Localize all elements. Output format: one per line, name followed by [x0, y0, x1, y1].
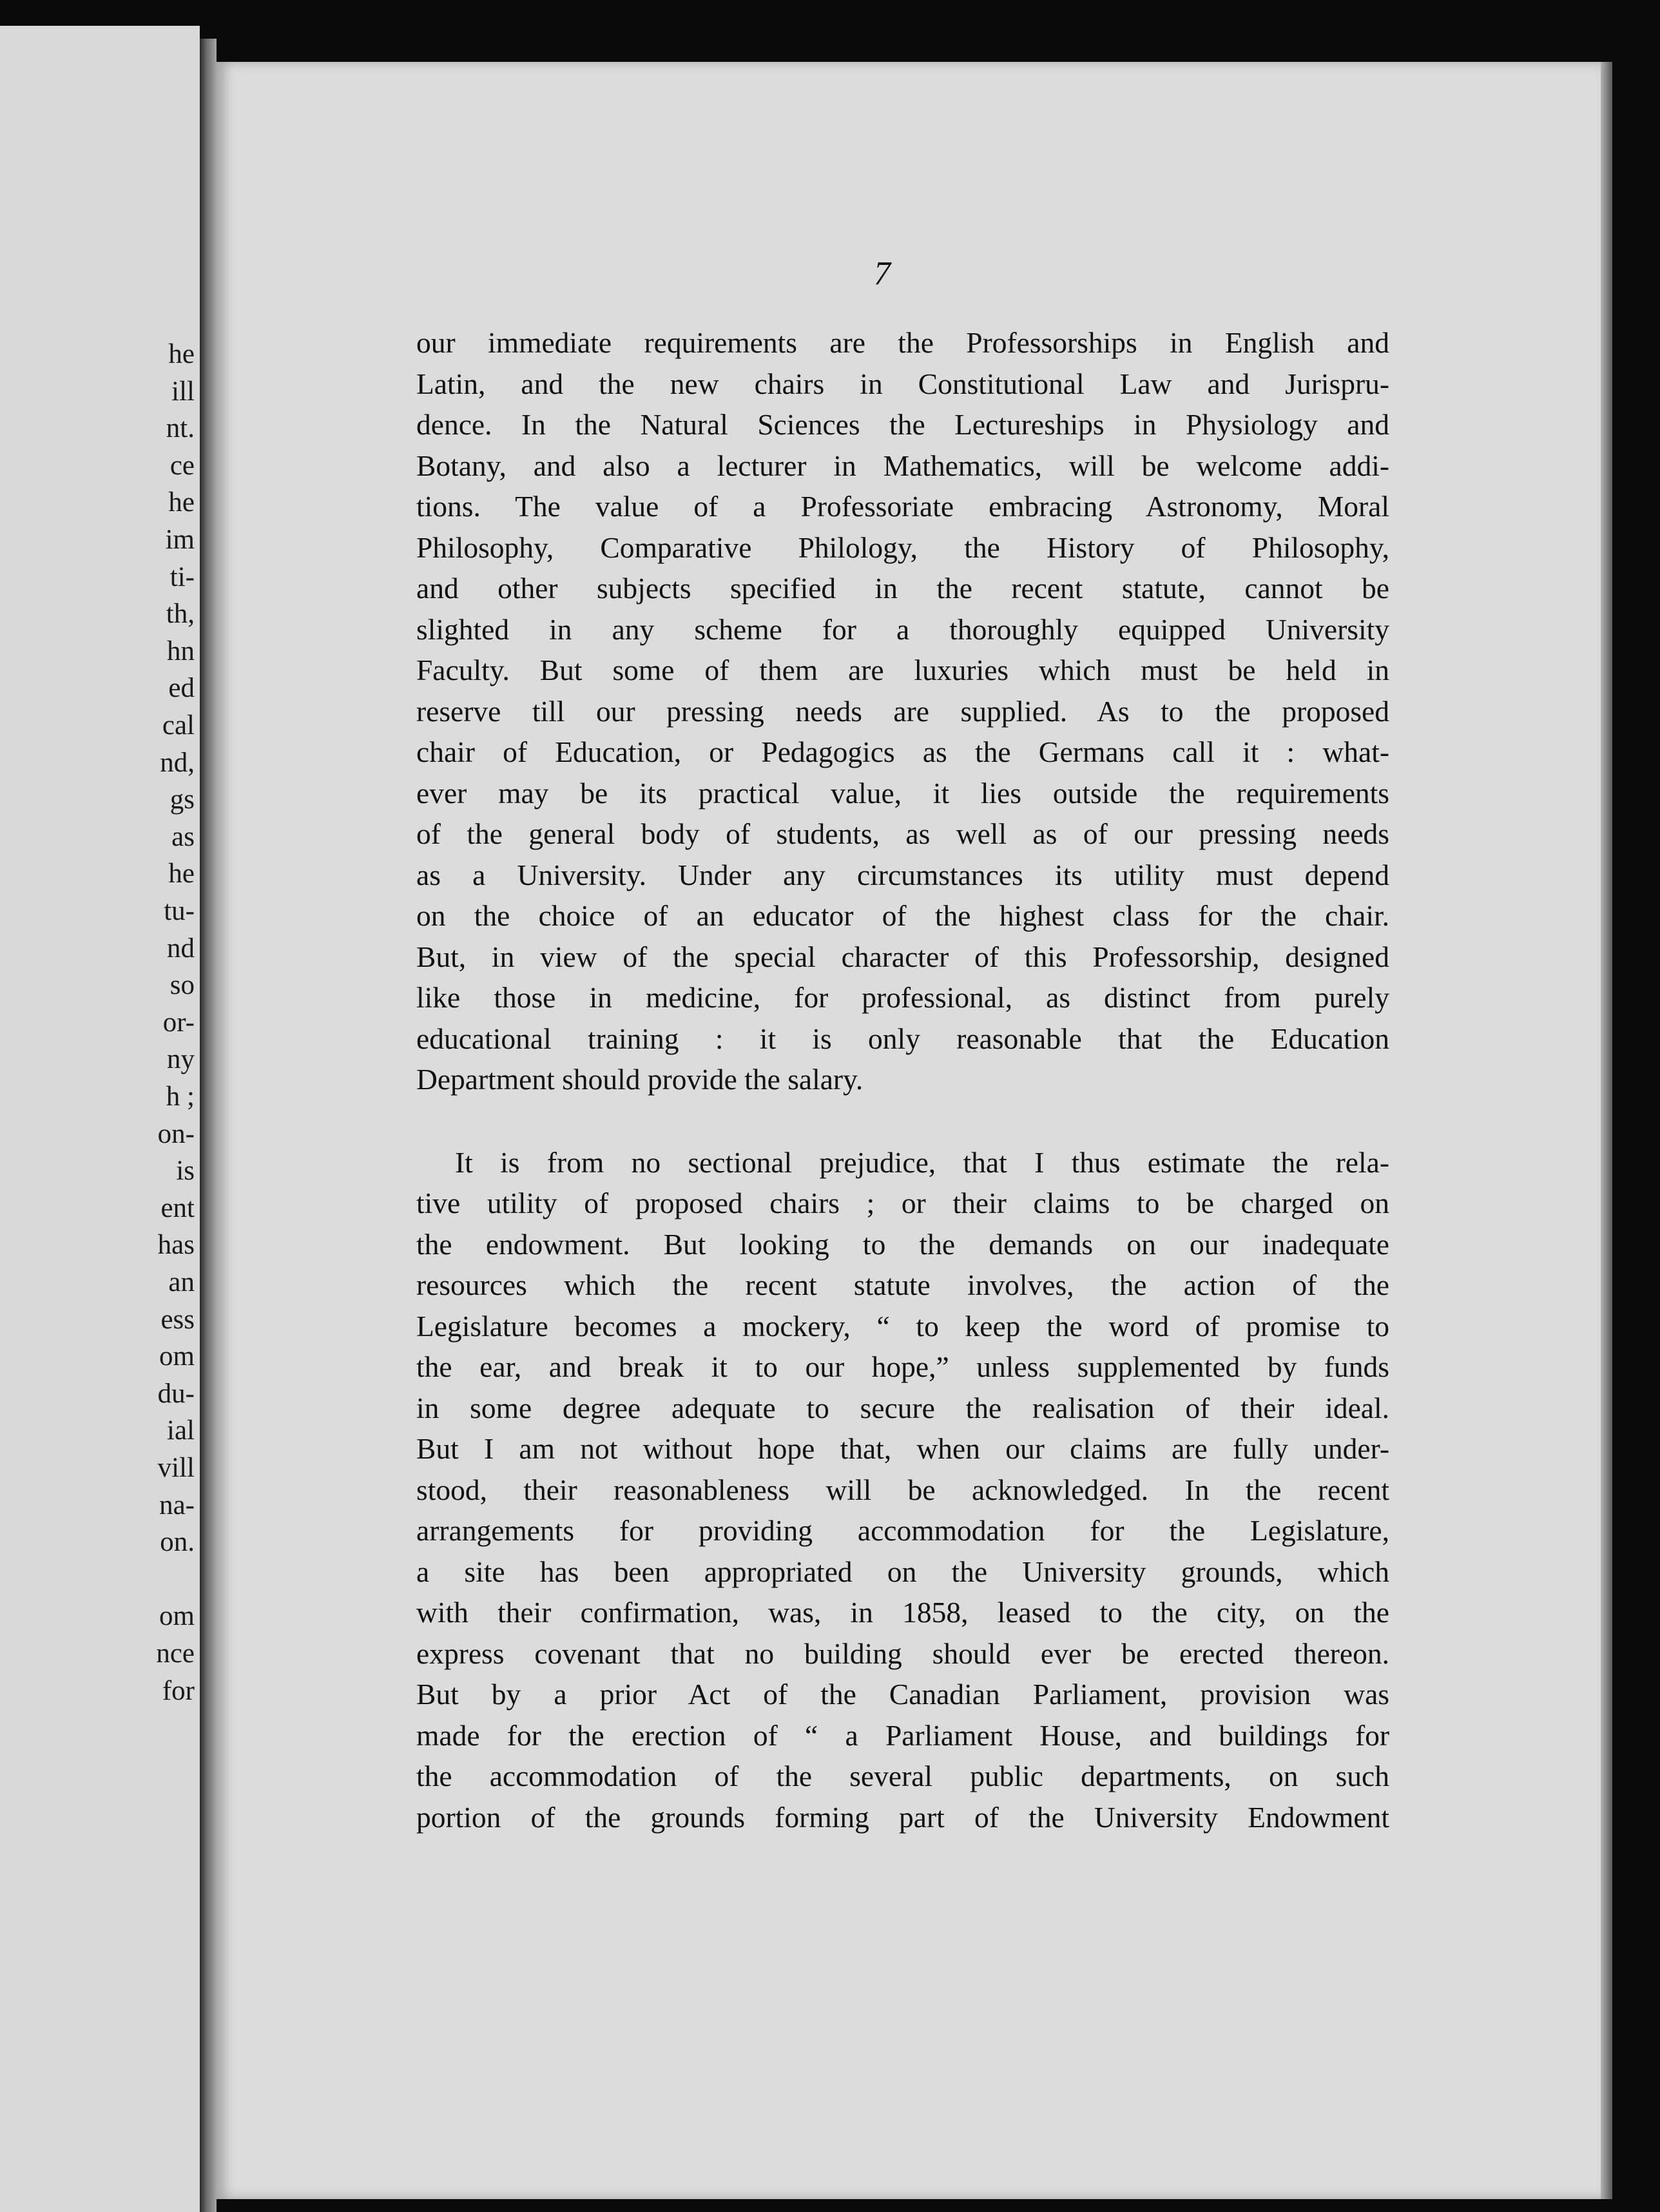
facing-page-text-fragment: or-: [162, 1007, 195, 1038]
paragraph: [416, 1142, 1389, 1838]
text-line: a site has been appropriated on the University grounds, which: [416, 1555, 1389, 1588]
page-number: 7: [874, 255, 891, 292]
facing-page-text-fragment: ill: [171, 376, 195, 407]
facing-page-text-fragment: du-: [157, 1378, 195, 1409]
text-line: Botany, and also a lecturer in Mathematics, will be welcome addi-: [416, 449, 1389, 482]
paragraph: [416, 322, 1389, 1100]
text-line: with their confirmation, was, in 1858, leased to the city, on the: [416, 1596, 1389, 1629]
facing-page-text-fragment: for: [162, 1675, 195, 1706]
text-line: express covenant that no building should ever be erected thereon.: [416, 1636, 1389, 1670]
facing-page-text-fragment: he: [168, 487, 195, 518]
text-line: made for the erection of “ a Parliament House, and buildings for: [416, 1718, 1389, 1752]
facing-page-text-fragment: gs: [169, 784, 195, 815]
text-line: like those in medicine, for professional, as distinct from purely: [416, 981, 1389, 1014]
facing-page-text-fragment: h ;: [166, 1082, 195, 1112]
text-line: arrangements for providing accommodation for the Legislature,: [416, 1514, 1389, 1547]
facing-page-text-fragment: on-: [157, 1118, 195, 1149]
facing-page-text-fragment: is: [176, 1156, 195, 1187]
text-line: the ear, and break it to our hope,” unless supplemented by funds: [416, 1350, 1389, 1383]
facing-page-text-fragment: he: [168, 339, 195, 369]
facing-page-text-fragment: na-: [159, 1489, 195, 1520]
text-line: our immediate requirements are the Professorships in English and: [416, 326, 1389, 359]
facing-page-text-fragment: im: [165, 525, 195, 555]
facing-page-text-fragment: nd,: [160, 747, 195, 778]
text-line: ever may be its practical value, it lies outside the requirements: [416, 776, 1389, 810]
text-line: and other subjects specified in the recent statute, cannot be: [416, 572, 1389, 605]
facing-page-text-fragment: ti-: [169, 561, 195, 592]
text-line: It is from no sectional prejudice, that I thus estimate the rela-: [455, 1145, 1389, 1179]
facing-page-edge: [0, 26, 200, 2212]
facing-page-text-fragment: nce: [156, 1638, 195, 1669]
text-line: stood, their reasonableness will be acknowledged. In the recent: [416, 1473, 1389, 1506]
facing-page-text-fragment: nd: [167, 933, 195, 964]
text-line: educational training : it is only reasonable that the Education: [416, 1022, 1389, 1055]
facing-page-text-fragment: vill: [157, 1453, 195, 1483]
body-text: [416, 322, 1389, 1838]
text-line: portion of the grounds forming part of the University Endowment: [416, 1800, 1389, 1834]
text-line: But, in view of the special character of this Professorship, designed: [416, 940, 1389, 973]
text-line: Latin, and the new chairs in Constitutional Law and Jurispru-: [416, 367, 1389, 400]
facing-page-text-fragment: ial: [167, 1415, 195, 1446]
facing-page-text-fragment: om: [159, 1601, 195, 1632]
page-right-edge: [1601, 62, 1612, 2199]
facing-page-text-fragment: ess: [160, 1304, 195, 1335]
facing-page-text-fragment: th,: [166, 599, 195, 630]
facing-page-text-fragment: he: [168, 859, 195, 889]
text-line: resources which the recent statute involves, the action of the: [416, 1268, 1389, 1301]
text-line: the endowment. But looking to the demands on our inadequate: [416, 1227, 1389, 1261]
text-line: on the choice of an educator of the highest class for the chair.: [416, 899, 1389, 932]
text-line: tive utility of proposed chairs ; or their claims to be charged on: [416, 1187, 1389, 1219]
text-line: Legislature becomes a mockery, “ to keep the word of promise to: [416, 1309, 1389, 1343]
facing-page-text-fragment: so: [169, 970, 195, 1001]
text-line: reserve till our pressing needs are supplied. As to the proposed: [416, 694, 1389, 728]
facing-page-text-fragment: hn: [167, 635, 195, 666]
facing-page-text-fragment: om: [159, 1341, 195, 1372]
text-line: But by a prior Act of the Canadian Parliament, provision was: [416, 1678, 1389, 1711]
text-line: Philosophy, Comparative Philology, the History of Philosophy,: [416, 530, 1389, 564]
text-line: as a University. Under any circumstances its utility must depend: [416, 858, 1389, 891]
facing-page-text-fragment: ed: [168, 673, 195, 704]
facing-page-text-fragment: ny: [167, 1044, 195, 1075]
text-line: Department should provide the salary.: [416, 1063, 864, 1096]
text-line: Faculty. But some of them are luxuries which must be held in: [416, 654, 1389, 686]
facing-page-text-fragment: on.: [160, 1527, 195, 1558]
facing-page-text-fragment: an: [168, 1267, 195, 1297]
book-gutter: [200, 39, 217, 2212]
facing-page-text-fragment: tu-: [164, 896, 195, 926]
text-line: chair of Education, or Pedagogics as the Germans call it : what-: [416, 735, 1389, 768]
text-line: slighted in any scheme for a thoroughly equipped University: [416, 612, 1389, 646]
text-line: dence. In the Natural Sciences the Lectureships in Physiology and: [416, 408, 1389, 441]
facing-page-text-fragment: ce: [169, 450, 195, 481]
facing-page-text-fragment: ent: [160, 1192, 195, 1223]
text-line: in some degree adequate to secure the realisation of their ideal.: [416, 1391, 1389, 1424]
text-line: tions. The value of a Professoriate embracing Astronomy, Moral: [416, 490, 1389, 523]
facing-page-text-fragment: has: [157, 1230, 195, 1261]
text-line: of the general body of students, as well as of our pressing needs: [416, 817, 1389, 850]
text-line: But I am not without hope that, when our claims are fully under-: [416, 1432, 1389, 1465]
text-line: the accommodation of the several public departments, on such: [416, 1760, 1389, 1792]
facing-page-text-fragment: nt.: [166, 413, 195, 444]
facing-page-text-fragment: as: [171, 821, 195, 852]
facing-page-text-fragment: cal: [162, 710, 195, 741]
